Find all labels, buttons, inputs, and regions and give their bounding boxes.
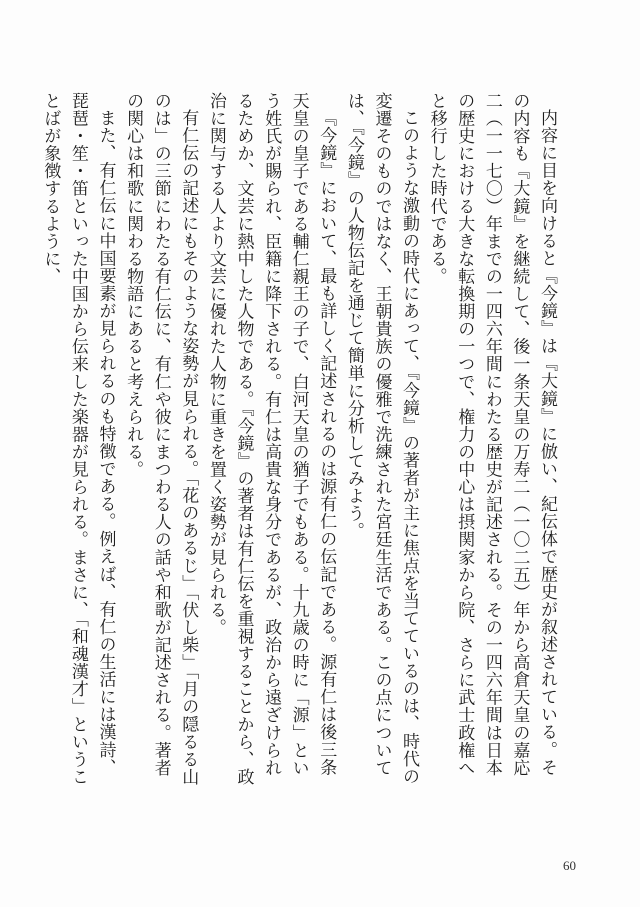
paragraph: また、有仁伝に中国要素が見られるのも特徴である。例えば、有仁の生活には漢詩、琵琶・笙・笛といった中国から伝来した楽器が見られる。まさに、「和魂漢才」ということばが象徴するように、: [40, 92, 116, 786]
paragraph: 有仁伝の記述にもそのような姿勢が見られる。「花のあるじ」「伏し柴」「月の隠るる山のは」の三節にわたる有仁伝に、有仁や彼にまつわる人の話や和歌が記述される。著者の関心は和歌に関わる物語にあると考えられる。: [123, 92, 199, 786]
paragraph: 『今鏡』において、最も詳しく記述されるのは源有仁の伝記である。源有仁は後三条天皇の皇子である輔仁親王の子で、白河天皇の猶子でもある。十九歳の時に「源」という姓氏が賜られ、臣籍に降下される。有仁は高貴な身分であるが、政治から遠ざけられるためか、文芸に熱中した人物である。『今鏡』の著者は有仁伝を重視することから、政治に関与する人より文芸に優れた人物に重きを置く姿勢が見られる。: [205, 92, 337, 786]
paragraph: このような激動の時代にあって、『今鏡』の著者が主に焦点を当てているのは、時代の変遷そのものではなく、王朝貴族の優雅で洗練された宮廷生活である。この点については、『今鏡』の人物伝記を通じて簡単に分析してみよう。: [343, 92, 420, 785]
vertical-text-body: [40, 92, 560, 792]
paragraph: 内容に目を向けると『今鏡』は『大鏡』に倣い、紀伝体で歴史が叙述されている。その内容も『大鏡』を継続して、後一条天皇の万寿二（一〇二五）年から高倉天皇の嘉応二（一一七〇）年までの一四六年間にわたる歴史が記述される。その一四六年間は日本の歴史における大きな転換期の一つで、権力の中心は摂関家から院、さらに武士政権へと移行した時代である。: [426, 92, 557, 777]
page-number: 60: [563, 858, 576, 873]
